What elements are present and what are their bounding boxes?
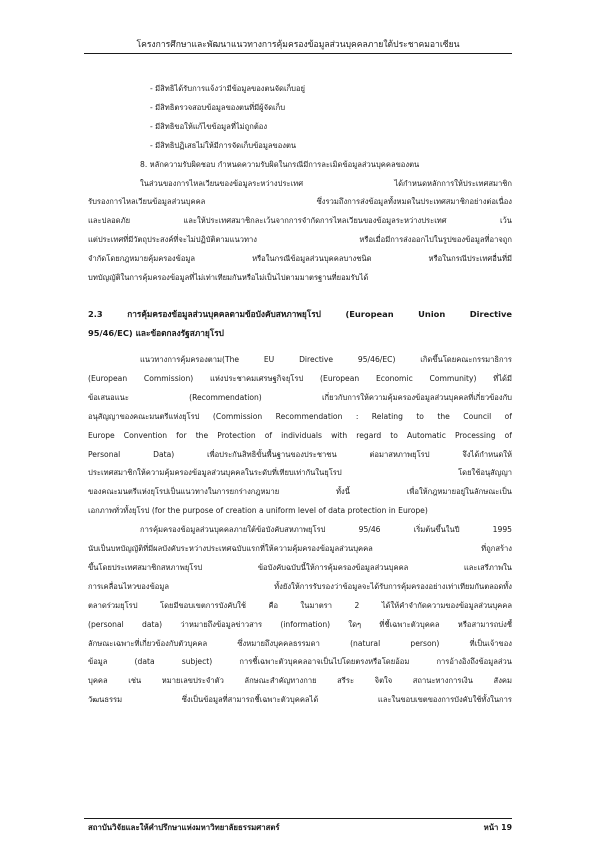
paragraph-line: จำกัดโดยกฎหมายคุ้มครองข้อมูล หรือในกรณีข้อมูลส่วนบุคคลบางชนิด หรือในกรณีประเทศอื่นที่มี — [88, 254, 512, 264]
list-item: - มีสิทธิตรวจสอบข้อมูลของตนที่มีผู้จัดเก็บ — [150, 102, 286, 112]
paragraph-line: แนวทางการคุ้มครองตาม(The EU Directive 95/46/EC) เกิดขึ้นโดยคณะกรรมาธิการ — [140, 354, 512, 364]
paragraph-line: วัฒนธรรม ซึ่งเป็นข้อมูลที่สามารถชี้เฉพาะตัวบุคคลได้ และในขอบเขตของการบังคับใช้ทั้งในการ — [88, 695, 512, 705]
section-heading-line: 2.3 การคุ้มครองข้อมูลส่วนบุคคลตามข้อบังคับสหภาพยุโรป (European Union Directive — [88, 308, 512, 319]
paragraph-line: ตลาดร่วมยุโรป โดยมีขอบเขตการบังคับใช้ คือ ในมาตรา 2 ได้ให้คำจำกัดความของข้อมูลส่วนบุคคล — [88, 600, 512, 610]
directive-scope-paragraph — [88, 521, 512, 710]
paragraph-line: อนุสัญญาของคณะมนตรีแห่งยุโรป (Commission Recommendation : Relating to the Council of — [88, 411, 512, 421]
paragraph-line: ข้อมูล (data subject) การชี้เฉพาะตัวบุคคลอาจเป็นไปโดยตรงหรือโดยอ้อม การอ้างอิงถึงข้อมูลส่วน — [88, 657, 512, 667]
paragraph-line: นับเป็นบทบัญญัติที่มีผลบังคับระหว่างประเทศฉบับแรกที่ให้ความคุ้มครองข้อมูลส่วนบุคคล ที่ถูกสร้าง — [88, 544, 512, 554]
spacer — [88, 343, 512, 351]
footer-rule — [84, 818, 512, 819]
section-heading-line: 95/46/EC) และข้อตกลงรัฐสภายุโรป — [88, 327, 224, 338]
header-rule — [84, 53, 512, 54]
eu-directive-paragraph — [88, 351, 512, 521]
paragraph-line: แต่ประเทศที่มีวัตถุประสงค์ที่จะไม่ปฏิบัติตามแนวทาง หรือเมื่อมีการส่งออกไปในรูปของข้อมูลที่อาจถูก — [88, 235, 512, 245]
paragraph-line: (personal data) ว่าหมายถึงข้อมูลข่าวสาร (information) ใดๆ ที่ชี้เฉพาะตัวบุคคล หรือสามารถบ่งชี้ — [88, 619, 512, 629]
paragraph-line: ประเทศสมาชิกให้ความคุ้มครองข้อมูลส่วนบุคคลในระดับที่เทียบเท่ากันในยุโรป โดยใช้อนุสัญญา — [88, 468, 512, 478]
spacer — [88, 288, 512, 305]
list-item: - มีสิทธิปฏิเสธไม่ให้มีการจัดเก็บข้อมูลของตน — [150, 140, 297, 150]
section-heading — [88, 305, 512, 343]
paragraph-line: 8. หลักความรับผิดชอบ กำหนดความรับผิดในกรณีมีการละเมิดข้อมูลส่วนบุคคลของตน — [140, 159, 420, 169]
paragraph-line: ขึ้นโดยประเทศสมาชิกสหภาพยุโรป ข้อบังคับฉบับนี้ให้การคุ้มครองข้อมูลส่วนบุคคล และเสรีภาพใน — [88, 562, 512, 572]
page-number: หน้า 19 — [483, 823, 512, 832]
list-item: - มีสิทธิได้รับการแจ้งว่ามีข้อมูลของตนจัดเก็บอยู่ — [150, 84, 306, 93]
paragraph-line: บุคคล เช่น หมายเลขประจำตัว ลักษณะสำคัญทางกาย สรีระ จิตใจ สถานะทางการเงิน สังคม — [88, 676, 512, 686]
paragraph-line: (European Commission) แห่งประชาคมเศรษฐกิจยุโรป (European Economic Community) ที่ได้มี — [88, 373, 512, 383]
paragraph-line: ลักษณะเฉพาะที่เกี่ยวข้องกับตัวบุคคล ซึ่งหมายถึงบุคคลธรรมดา (natural person) ที่เป็นเจ้าของ — [88, 638, 512, 648]
paragraph-line: ในส่วนของการไหลเวียนของข้อมูลระหว่างประเทศ ได้กำหนดหลักการให้ประเทศสมาชิก — [140, 178, 512, 188]
paragraph-line: Europe Convention for the Protection of individuals with regard to Automatic Processing of — [88, 430, 512, 440]
principle-8-paragraph — [88, 156, 512, 288]
paragraph-line: การคุ้มครองข้อมูลส่วนบุคคลภายใต้ข้อบังคับสหภาพยุโรป 95/46 เริ่มต้นขึ้นในปี 1995 — [140, 525, 512, 535]
paragraph-line: ของคณะมนตรีแห่งยุโรปเป็นแนวทางในการยกร่างกฎหมาย ทั้งนี้ เพื่อให้กฎหมายอยู่ในลักษณะเป็น — [88, 487, 512, 497]
paragraph-line: เอกภาพทั่วทั้งยุโรป (for the purpose of creation a uniform level of data protection in Europe) — [88, 506, 428, 516]
running-header: โครงการศึกษาและพัฒนาแนวทางการคุ้มครองข้อมูลส่วนบุคคลภายใต้ประชาคมอาเซียน — [136, 40, 460, 50]
body-content — [88, 80, 512, 710]
paragraph-line: และปลอดภัย และให้ประเทศสมาชิกละเว้นจากการจำกัดการไหลเวียนของข้อมูลระหว่างประเทศ เว้น — [88, 216, 512, 226]
paragraph-line: บทบัญญัติในการคุ้มครองข้อมูลที่ไม่เท่าเทียมกันหรือไม่เป็นไปตามมาตรฐานที่ยอมรับได้ — [88, 273, 369, 283]
list-item: - มีสิทธิขอให้แก้ไขข้อมูลที่ไม่ถูกต้อง — [150, 121, 268, 131]
paragraph-line: รับรองการไหลเวียนข้อมูลส่วนบุคคล ซึ่งรวมถึงการส่งข้อมูลทั้งหมดในประเทศสมาชิกอย่างต่อเนื่อง — [88, 197, 512, 207]
rights-list — [88, 80, 512, 156]
paragraph-line: การเคลื่อนไหวของข้อมูล ทั้งยังให้การรับรองว่าข้อมูลจะได้รับการคุ้มครองอย่างเท่าเทียมกันตลอดทั้ง — [88, 581, 512, 591]
paragraph-line: Personal Data) เพื่อประกันสิทธิขั้นพื้นฐานของประชาชน ต่อมาสหภาพยุโรป จึงได้กำหนดให้ — [88, 449, 512, 459]
footer-institute: สถาบันวิจัยและให้คำปรึกษาแห่งมหาวิทยาลัยธรรมศาสตร์ — [88, 823, 280, 832]
paragraph-line: ข้อเสนอแนะ (Recommendation) เกี่ยวกับการให้ความคุ้มครองข้อมูลส่วนบุคคลที่เกี่ยวข้องกับ — [88, 392, 512, 402]
